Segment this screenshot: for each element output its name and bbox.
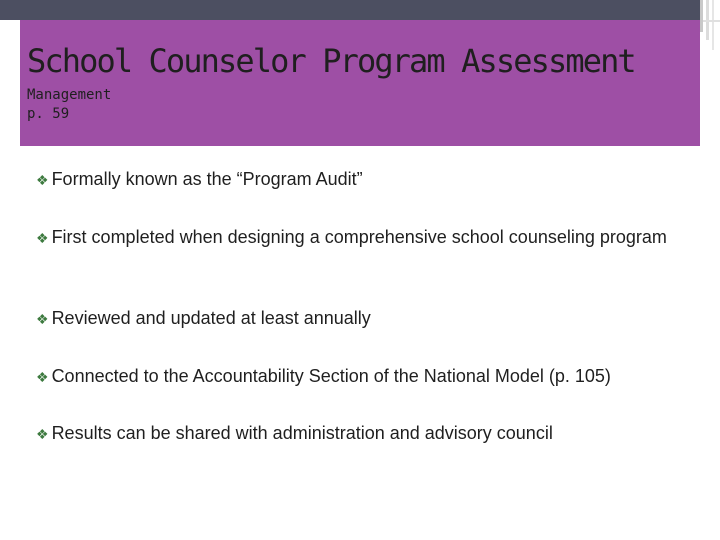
subtitle-line-page: p. 59: [27, 106, 70, 122]
diamond-bullet-icon: ❖: [36, 172, 49, 188]
diamond-bullet-icon: ❖: [36, 426, 49, 442]
corner-decoration: [703, 20, 720, 22]
bullet-item: [36, 422, 553, 445]
corner-decoration: [712, 0, 714, 50]
top-dark-bar: [0, 0, 700, 20]
diamond-bullet-icon: ❖: [36, 230, 49, 246]
bullet-item: [36, 168, 363, 191]
title-band: [20, 20, 700, 146]
diamond-bullet-icon: ❖: [36, 369, 49, 385]
subtitle-line-section: Management: [27, 87, 112, 103]
bullet-text: Connected to the Accountability Section of the National Model (p. 105): [51, 366, 611, 386]
bullet-item: [36, 307, 371, 330]
bullet-item: [36, 365, 611, 388]
slide-title: School Counselor Program Assessment: [27, 42, 635, 80]
bullet-text: Reviewed and updated at least annually: [51, 308, 371, 328]
bullet-text: First completed when designing a comprehensive school counseling program: [51, 227, 667, 247]
bullet-text: Formally known as the “Program Audit”: [51, 169, 363, 189]
bullet-text: Results can be shared with administration and advisory council: [51, 423, 553, 443]
diamond-bullet-icon: ❖: [36, 311, 49, 327]
bullet-item: [36, 226, 667, 249]
corner-decoration: [700, 0, 703, 32]
slide-subtitle: [27, 86, 111, 124]
